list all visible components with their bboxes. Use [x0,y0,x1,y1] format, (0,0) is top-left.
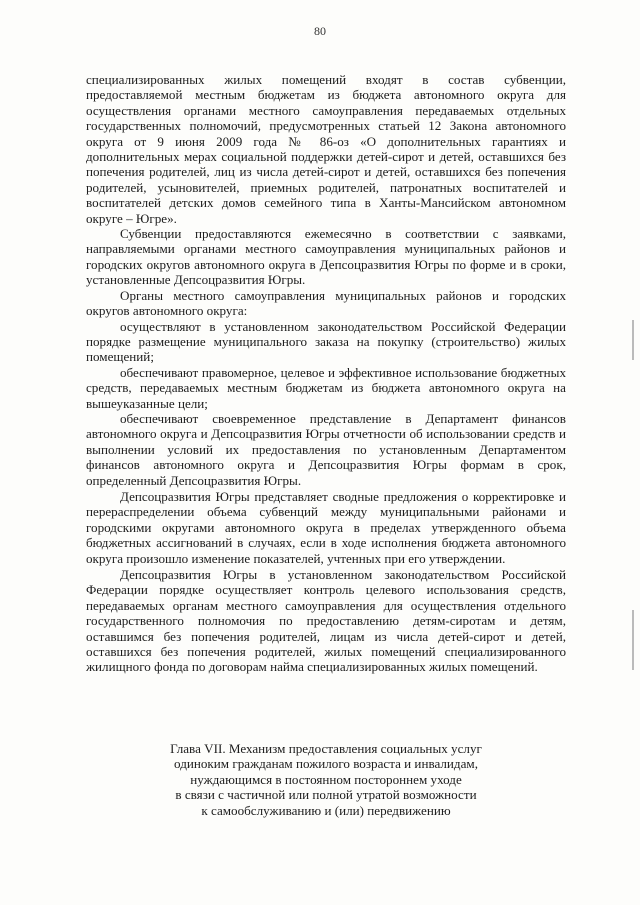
paragraph-reporting: обеспечивают своевременное представление в Департамент финансов автономного округа и Депсоцразвития Югры отчетности об использовании средств и выполнении условий их предоставления по установленным Департаментом финансов автономного округа и Депсоцразвития Югры формам в срок, определенный Депсоцразвития Югры. [86,410,566,488]
scan-edge-mark [632,320,634,360]
paragraph-control: Депсоцразвития Югры в установленном законодательством Российской Федерации порядке осуществляет контроль целевого использования средств, передаваемых органам местного самоуправления для осуществления отдельного государственного полномочия по предоставлению детям-сиротам и детям, оставшимся без попечения родителей, лицам из числа детей-сирот и детей, оставшихся без попечения родителей, жилых помещений специализированного жилищного фонда по договорам найма специализированных жилых помещений. [86,567,566,675]
page-number: 80 [314,24,326,38]
paragraph-subventions: Субвенции предоставляются ежемесячно в соответствии с заявками, направляемыми органами местного самоуправления муниципальных районов и городских округов автономного округа в Депсоцразвития Югры по форме и в сроки, установленные Депсоцразвития Югры. [86,226,566,288]
paragraph-redistribution: Депсоцразвития Югры представляет сводные предложения о корректировке и перераспределении объема субвенций между муниципальными районами и городскими округами автономного округа в пределах утвержденного объема бюджетных ассигнований в случаях, если в ходе исполнения бюджета автономного округа произошло изменение показателей, учтенных при его утверждении. [86,488,566,566]
paragraph-continuation: специализированных жилых помещений входят в состав субвенции, предоставляемой местным бюджетам из бюджета автономного округа для осуществления органами местного самоуправления передаваемых отдельных государственных полномочий, предусмотренных статьей 12 Закона автономного округа от 9 июня 2009 года № 86-оз «О дополнительных гарантиях и дополнительных мерах социальной поддержки детей-сирот и детей, оставшихся без попечения родителей, лиц из числа детей-сирот и детей, оставшихся без попечения родителей, усыновителей, приемных родителей, патронатных воспитателей и воспитателей детских домов семейного типа в Ханты-Мансийском автономном округе – Югре». [86,72,566,226]
scan-edge-mark [632,610,634,670]
chapter-heading [86,741,566,818]
chapter-heading-line: к самообслуживанию и (или) передвижению [201,802,451,818]
paragraph-local-authorities: Органы местного самоуправления муниципальных районов и городских округов автономного округа: [86,287,566,319]
chapter-heading-line: нуждающимся в постоянном постороннем уходе [190,771,462,787]
chapter-heading-line: в связи с частичной или полной утратой возможности [175,787,477,803]
chapter-heading-line: одиноким гражданам пожилого возраста и инвалидам, [174,756,478,772]
document-body [86,72,566,675]
paragraph-budget-use: обеспечивают правомерное, целевое и эффективное использование бюджетных средств, передаваемых местным бюджетам из бюджета автономного округа на вышеуказанные цели; [86,364,566,411]
chapter-heading-line: Глава VII. Механизм предоставления социальных услуг [170,741,482,756]
paragraph-procurement: осуществляют в установленном законодательством Российской Федерации порядке размещение муниципального заказа на покупку (строительство) жилых помещений; [86,318,566,365]
